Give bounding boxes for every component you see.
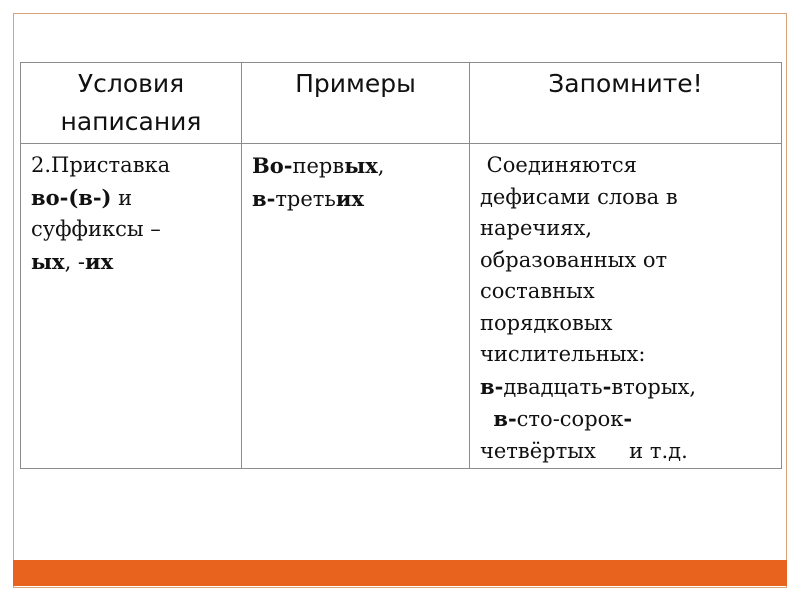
remember-ex1-hyphen: - [602,373,612,399]
remember-line-1: Соединяются [480,153,637,177]
suffix-2: их [85,248,114,274]
conditions-cell [21,144,242,469]
remember-line-3: наречиях, [480,216,593,240]
prefix-tail: и [111,185,133,210]
header-row [21,63,782,144]
example-2-suffix: их [335,185,364,211]
header-examples: Примеры [242,63,470,144]
remember-example-2-end: четвёртых и т.д. [480,438,688,463]
accent-bar [13,560,787,586]
rules-table [20,62,782,469]
conditions-line-2 [31,182,235,215]
remember-cell [470,144,782,469]
conditions-line-4 [31,246,235,279]
conditions-line-3: суффиксы – [31,217,161,241]
remember-ex1-prefix: в- [480,373,504,399]
example-2 [252,183,463,216]
suffix-1: ых [31,248,65,274]
remember-ex1-mid: двадцать [503,374,603,399]
example-2-prefix: в- [252,185,276,211]
remember-example-2 [480,403,775,436]
example-1-tail: , [377,154,385,178]
remember-example-1 [480,371,775,404]
table-row [21,144,782,469]
remember-ex2-mid: сто-сорок [516,407,624,431]
remember-line-5: составных [480,279,595,303]
remember-ex2-indent [480,407,493,431]
conditions-line-1: 2.Приставка [31,153,171,177]
example-1-suffix: ых [344,153,378,178]
example-1-prefix: Во- [252,153,293,178]
example-2-root: треть [275,186,336,211]
example-1 [252,150,463,183]
example-1-root: перв [292,154,345,178]
remember-ex1-tail: вторых, [611,374,697,399]
remember-ex2-prefix: в- [493,406,517,431]
remember-line-4: образованных от [480,247,668,272]
header-conditions: Условия написания [21,63,242,144]
examples-cell [242,144,470,469]
prefix-bold: во-(в-) [31,184,112,210]
remember-line-7: числительных: [480,342,646,366]
remember-line-2: дефисами слова в [480,184,678,209]
remember-line-6: порядковых [480,310,613,335]
header-remember: Запомните! [470,63,782,144]
remember-ex2-hyphen: - [623,406,633,431]
suffix-separator: , - [64,249,86,274]
